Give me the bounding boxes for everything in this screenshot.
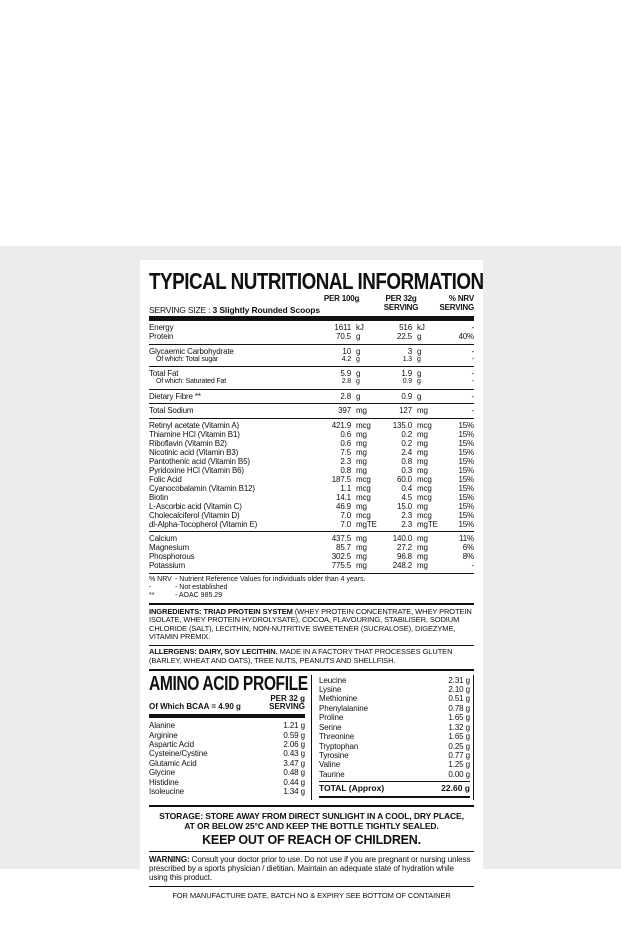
nrv-percent: 15% [458, 429, 474, 439]
amino-row [149, 787, 305, 796]
amino-value: 2.31 g [448, 675, 470, 685]
unit-per-32g: mg [417, 501, 428, 511]
nrv-percent: - [471, 323, 474, 332]
value-per-100g: 187.5 [331, 474, 351, 484]
amino-row [319, 704, 470, 713]
value-per-100g: 397 [338, 406, 351, 415]
amino-row [149, 731, 305, 740]
nrv-percent: 6% [462, 543, 474, 552]
amino-name: Phenylalanine [319, 703, 368, 713]
nrv-percent: 15% [458, 438, 474, 448]
amino-value: 2.10 g [448, 685, 470, 695]
footnote-marker: ** [149, 591, 155, 599]
table-row [149, 356, 474, 364]
footnotes [149, 574, 474, 606]
nutrient-name: Cholecalciferol (Vitamin D) [149, 510, 240, 520]
amino-name: Arginine [149, 730, 178, 740]
unit-per-32g: mcg [417, 483, 432, 493]
value-per-32g: 135.0 [392, 420, 412, 430]
unit-per-100g: g [356, 346, 361, 356]
unit-per-100g: mg [356, 456, 367, 466]
amino-name: Valine [319, 760, 341, 770]
amino-name: Methionine [319, 694, 358, 704]
table-row [149, 466, 474, 475]
table-row [149, 369, 474, 378]
warning-text: Consult your doctor prior to use. Do not use if you are pregnant or nursing unless prescribed by a sports physician / dietitian. Maintain an adequate state of hydration while using this product. [149, 854, 471, 883]
nrv-percent: 40% [458, 332, 474, 341]
nutrient-name: Pyridoxine HCl (Vitamin B6) [149, 465, 244, 475]
nrv-percent: - [471, 346, 474, 356]
nutrient-name: Energy [149, 323, 174, 332]
nutrient-name: Biotin [149, 492, 169, 502]
value-per-100g: 775.5 [331, 561, 351, 570]
nutrient-name: Magnesium [149, 543, 190, 552]
table-row [149, 543, 474, 552]
per-32g-line2: SERVING [383, 302, 419, 312]
table-row [149, 448, 474, 457]
nutrient-name: Protein [149, 332, 174, 341]
serving-size-value: 3 Slightly Rounded Scoops [212, 305, 321, 315]
amino-name: Isoleucine [149, 787, 185, 797]
table-header [149, 293, 474, 316]
nutrient-name: Total Fat [149, 369, 179, 378]
amino-name: Tryptophan [319, 741, 359, 751]
table-row [149, 493, 474, 502]
unit-per-100g: mg [356, 438, 367, 448]
value-per-100g: 10 [342, 346, 351, 356]
nrv-percent: 15% [458, 510, 474, 520]
nutrient-name: Retinyl acetate (Vitamin A) [149, 420, 240, 430]
unit-per-100g: mg [356, 447, 367, 457]
unit-per-100g: mgTE [356, 519, 377, 529]
value-per-100g: 421.9 [331, 420, 351, 430]
amino-row [319, 685, 470, 694]
amino-name: Cysteine/Cystine [149, 749, 208, 759]
amino-total-label: TOTAL (Approx) [319, 783, 385, 794]
amino-name: Taurine [319, 769, 345, 779]
unit-per-100g: g [356, 332, 361, 341]
amino-value: 1.34 g [283, 787, 305, 797]
footnote-text: - Nutrient Reference Values for individuals older than 4 years. [175, 575, 366, 583]
nutrient-name: Thiamine HCl (Vitamin B1) [149, 429, 240, 439]
value-per-100g: 1.1 [340, 483, 351, 493]
footnote-text: - AOAC 985.29 [175, 591, 223, 599]
storage-line-1: STORAGE: STORE AWAY FROM DIRECT SUNLIGHT IN A COOL, DRY PLACE, [159, 810, 464, 821]
value-per-100g: 7.0 [340, 519, 351, 529]
value-per-100g: 5.9 [340, 369, 351, 378]
nutrient-name: Calcium [149, 534, 177, 543]
amino-name: Serine [319, 722, 342, 732]
nrv-percent: - [471, 391, 474, 401]
allergens-heading: ALLERGENS: DAIRY, SOY LECITHIN. [149, 647, 278, 657]
value-per-32g: 0.4 [401, 483, 412, 493]
amino-value: 1.65 g [448, 713, 470, 723]
nutrient-name: Riboflavin (Vitamin B2) [149, 438, 227, 448]
amino-name: Aspartic Acid [149, 739, 194, 749]
footnote-text: - Not established [175, 583, 228, 591]
amino-name: Glutamic Acid [149, 758, 197, 768]
amino-value: 0.78 g [448, 703, 470, 713]
amino-right-column [311, 675, 474, 800]
table-row [149, 430, 474, 439]
amino-name: Threonine [319, 732, 355, 742]
value-per-100g: 70.5 [336, 332, 351, 341]
nutrient-name: Total Sodium [149, 406, 194, 415]
amino-row [319, 732, 470, 741]
column-header-per-100g: PER 100g [323, 294, 360, 303]
footnote-marker: - [149, 583, 152, 591]
table-row [149, 484, 474, 493]
per-32g-line1: PER 32g [385, 294, 417, 303]
unit-per-32g: mg [417, 438, 428, 448]
value-per-32g: 0.3 [401, 465, 412, 475]
unit-per-100g: mg [356, 429, 367, 439]
nrv-percent: 8% [462, 552, 474, 561]
allergens-paragraph [149, 646, 474, 671]
value-per-100g: 85.7 [336, 543, 351, 552]
unit-per-32g: g [417, 332, 422, 341]
value-per-32g: 1.3 [402, 355, 412, 363]
value-per-32g: 4.5 [401, 492, 412, 502]
unit-per-100g: mg [356, 501, 367, 511]
value-per-32g: 60.0 [397, 474, 412, 484]
unit-per-100g: mcg [356, 483, 371, 493]
value-per-100g: 0.6 [340, 438, 351, 448]
nutrient-name: Phosphorous [149, 552, 195, 561]
nrv-percent: 15% [458, 465, 474, 475]
unit-per-32g: mg [417, 534, 428, 543]
unit-per-100g: mcg [356, 510, 371, 520]
nrv-percent: 15% [458, 483, 474, 493]
footnote-marker: % NRV [149, 575, 172, 583]
footnote-row [149, 584, 474, 592]
nutrient-name: Of which: Saturated Fat [156, 378, 227, 385]
footnote-row [149, 576, 474, 584]
keep-out-of-reach-line: KEEP OUT OF REACH OF CHILDREN. [202, 832, 421, 847]
unit-per-100g: mcg [356, 420, 371, 430]
value-per-32g: 2.3 [401, 510, 412, 520]
nutrient-name: Dietary Fibre ** [149, 391, 201, 401]
value-per-32g: 0.2 [401, 438, 412, 448]
unit-per-32g: mg [417, 561, 428, 570]
amino-left-column [149, 672, 308, 800]
amino-per-32g-header [269, 695, 305, 712]
unit-per-100g: mg [356, 465, 367, 475]
table-group [149, 367, 474, 390]
table-row [149, 332, 474, 341]
nrv-percent: 15% [458, 447, 474, 457]
unit-per-100g: mg [356, 543, 367, 552]
storage-line-2: AT OR BELOW 25°C AND KEEP THE BOTTLE TIGHTLY SEALED. [184, 821, 439, 832]
unit-per-100g: g [356, 355, 360, 363]
table-row [149, 421, 474, 430]
amino-row [319, 760, 470, 769]
nutrient-name: L-Ascorbic acid (Vitamin C) [149, 501, 242, 511]
amino-name: Lysine [319, 685, 342, 695]
table-group [149, 419, 474, 533]
amino-value: 1.32 g [448, 722, 470, 732]
value-per-32g: 96.8 [397, 552, 412, 561]
nrv-percent: - [471, 369, 474, 378]
nutrient-name: Pantothenic acid (Vitamin B5) [149, 456, 250, 466]
table-row [149, 439, 474, 448]
amino-row [319, 751, 470, 760]
table-row [149, 511, 474, 520]
manufacture-note: FOR MANUFACTURE DATE, BATCH NO & EXPIRY SEE BOTTOM OF CONTAINER [149, 886, 474, 900]
amino-value: 0.51 g [448, 694, 470, 704]
unit-per-100g: kJ [356, 323, 364, 332]
amino-value: 0.25 g [448, 741, 470, 751]
label-title: TYPICAL NUTRITIONAL INFORMATION [149, 268, 484, 294]
amino-row [149, 768, 305, 777]
amino-title: AMINO ACID PROFILE [149, 672, 308, 695]
amino-divider-bar [149, 714, 305, 719]
amino-header [149, 695, 305, 712]
unit-per-32g: mcg [417, 492, 432, 502]
amino-row [149, 749, 305, 758]
value-per-32g: 1.9 [401, 369, 412, 378]
serving-size [149, 305, 320, 315]
unit-per-100g: g [356, 369, 361, 378]
unit-per-32g: g [417, 378, 421, 385]
nutrient-name: Folic Acid [149, 474, 182, 484]
storage-block [149, 805, 474, 851]
amino-row [319, 770, 470, 779]
nrv-percent: 15% [458, 456, 474, 466]
nrv-percent: 11% [459, 534, 474, 543]
table-row [149, 457, 474, 466]
amino-value: 0.44 g [283, 777, 305, 787]
table-row [149, 534, 474, 543]
table-group [149, 404, 474, 419]
unit-per-32g: mg [417, 465, 428, 475]
serving-size-label: SERVING SIZE : [149, 305, 211, 315]
column-header-nrv-serving [440, 295, 474, 312]
amino-row [319, 723, 470, 732]
value-per-32g: 0.8 [401, 456, 412, 466]
value-per-100g: 2.8 [341, 378, 351, 385]
amino-value: 2.06 g [283, 739, 305, 749]
value-per-32g: 22.5 [397, 332, 412, 341]
unit-per-100g: mg [356, 534, 367, 543]
table-group [149, 345, 474, 368]
amino-per-32g-line1: PER 32 g [270, 693, 305, 703]
amino-row [149, 740, 305, 749]
unit-per-32g: g [417, 369, 422, 378]
amino-total-value: 22.60 g [441, 783, 470, 794]
table-row [149, 475, 474, 484]
nutrient-name: Potassium [149, 561, 185, 570]
unit-per-32g: mg [417, 429, 428, 439]
amino-value: 1.21 g [283, 721, 305, 731]
unit-per-32g: mg [417, 406, 428, 415]
amino-value: 0.77 g [448, 750, 470, 760]
unit-per-100g: mg [356, 406, 367, 415]
value-per-32g: 3 [407, 346, 412, 356]
value-per-32g: 2.3 [401, 519, 412, 529]
unit-per-32g: mg [417, 456, 428, 466]
table-row [149, 502, 474, 511]
amino-row [319, 713, 470, 722]
unit-per-32g: mcg [417, 510, 432, 520]
nutrition-table [149, 321, 474, 574]
value-per-32g: 0.9 [402, 378, 412, 385]
value-per-32g: 27.2 [397, 543, 412, 552]
amino-right-rows [319, 676, 470, 779]
nrv-line1: % NRV [448, 294, 474, 303]
ingredients-text: (WHEY PROTEIN CONCENTRATE, WHEY PROTEIN ISOLATE, WHEY PROTEIN HYDROLYSATE), COCOA, FLAVOURING, STABILISER, SODIUM CHLORIDE (SALT), LECITHIN, NON-NUTRITIVE SWEETENER (SUCRALOSE), DIGEZYME, VITAMIN PREMIX. [149, 606, 472, 642]
unit-per-32g: mgTE [417, 519, 438, 529]
table-row [149, 406, 474, 415]
value-per-100g: 2.8 [340, 391, 351, 401]
table-row [149, 561, 474, 570]
amino-value: 0.59 g [283, 730, 305, 740]
table-row [149, 347, 474, 356]
value-per-100g: 2.3 [340, 456, 351, 466]
nrv-percent: - [471, 355, 474, 363]
warning-paragraph [149, 851, 474, 887]
unit-per-32g: g [417, 391, 422, 401]
value-per-32g: 15.0 [397, 501, 412, 511]
unit-per-100g: mcg [356, 474, 371, 484]
nrv-percent: 15% [458, 492, 474, 502]
table-row [149, 520, 474, 529]
unit-per-100g: g [356, 378, 360, 385]
amino-left-rows [149, 721, 305, 796]
unit-per-100g: g [356, 391, 361, 401]
unit-per-32g: kJ [417, 323, 425, 332]
amino-value: 0.48 g [283, 768, 305, 778]
value-per-32g: 140.0 [392, 534, 412, 543]
amino-row [149, 778, 305, 787]
amino-value: 1.25 g [448, 760, 470, 770]
table-row [149, 392, 474, 401]
table-row [149, 552, 474, 561]
value-per-32g: 127 [399, 406, 412, 415]
value-per-100g: 437.5 [331, 534, 351, 543]
nutrient-name: Glycaemic Carbohydrate [149, 346, 234, 356]
footnote-row [149, 592, 474, 600]
nutrient-name: Cyanocobalamin (Vitamin B12) [149, 483, 255, 493]
ingredients-paragraph [149, 605, 474, 646]
value-per-32g: 248.2 [392, 561, 412, 570]
value-per-100g: 0.6 [340, 429, 351, 439]
amino-value: 3.47 g [283, 758, 305, 768]
value-per-100g: 0.8 [340, 465, 351, 475]
value-per-100g: 7.0 [340, 510, 351, 520]
nutrient-name: Of which: Total sugar [156, 355, 219, 363]
amino-name: Alanine [149, 721, 175, 731]
nutrient-name: dl-Alpha-Tocopherol (Vitamin E) [149, 519, 258, 529]
value-per-100g: 7.5 [340, 447, 351, 457]
value-per-100g: 4.2 [341, 355, 351, 363]
value-per-32g: 2.4 [401, 447, 412, 457]
amino-acid-section [149, 671, 474, 805]
amino-name: Histidine [149, 777, 179, 787]
nrv-percent: - [471, 561, 474, 570]
amino-row [149, 721, 305, 730]
table-group [149, 321, 474, 345]
warning-heading: WARNING: [149, 854, 190, 864]
value-per-32g: 516 [399, 323, 412, 332]
amino-total-row [319, 781, 470, 798]
value-per-100g: 46.9 [336, 501, 351, 511]
value-per-100g: 1611 [334, 323, 351, 332]
nrv-percent: - [471, 378, 474, 385]
unit-per-100g: mcg [356, 492, 371, 502]
amino-per-32g-line2: SERVING [269, 702, 305, 712]
nrv-percent: 15% [458, 519, 474, 529]
amino-row [319, 694, 470, 703]
amino-row [319, 742, 470, 751]
amino-value: 0.43 g [283, 749, 305, 759]
nrv-line2: SERVING [439, 302, 474, 312]
unit-per-100g: mg [356, 561, 367, 570]
unit-per-32g: mg [417, 447, 428, 457]
nrv-percent: 15% [458, 474, 474, 484]
amino-name: Leucine [319, 675, 347, 685]
value-per-32g: 0.9 [401, 391, 412, 401]
nrv-percent: 15% [458, 501, 474, 511]
value-per-32g: 0.2 [401, 429, 412, 439]
value-per-100g: 302.5 [331, 552, 351, 561]
value-per-100g: 14.1 [336, 492, 351, 502]
unit-per-32g: mcg [417, 420, 432, 430]
amino-name: Glycine [149, 768, 175, 778]
unit-per-100g: mg [356, 552, 367, 561]
amino-value: 0.00 g [448, 769, 470, 779]
column-header-per-32g-serving [361, 295, 441, 312]
unit-per-32g: g [417, 346, 422, 356]
nutrient-name: Nicotinic acid (Vitamin B3) [149, 447, 239, 457]
nrv-percent: - [471, 406, 474, 415]
bcaa-note: Of Which BCAA = 4.90 g [149, 702, 241, 712]
amino-value: 1.65 g [448, 732, 470, 742]
table-group [149, 390, 474, 405]
table-row [149, 378, 474, 386]
amino-row [149, 759, 305, 768]
amino-name: Proline [319, 713, 344, 723]
table-row [149, 323, 474, 332]
ingredients-heading: INGREDIENTS: TRIAD PROTEIN SYSTEM [149, 606, 293, 616]
unit-per-32g: g [417, 355, 421, 363]
amino-name: Tyrosine [319, 750, 349, 760]
unit-per-32g: mg [417, 543, 428, 552]
unit-per-32g: mcg [417, 474, 432, 484]
table-group [149, 532, 474, 574]
nutrition-label [140, 260, 483, 913]
amino-row [319, 676, 470, 685]
allergens-text: MADE IN A FACTORY THAT PROCESSES GLUTEN (BARLEY, WHEAT AND OATS), TREE NUTS, PEANUTS AND SHELLFISH. [149, 647, 453, 666]
unit-per-32g: mg [417, 552, 428, 561]
nrv-percent: 15% [458, 420, 474, 430]
